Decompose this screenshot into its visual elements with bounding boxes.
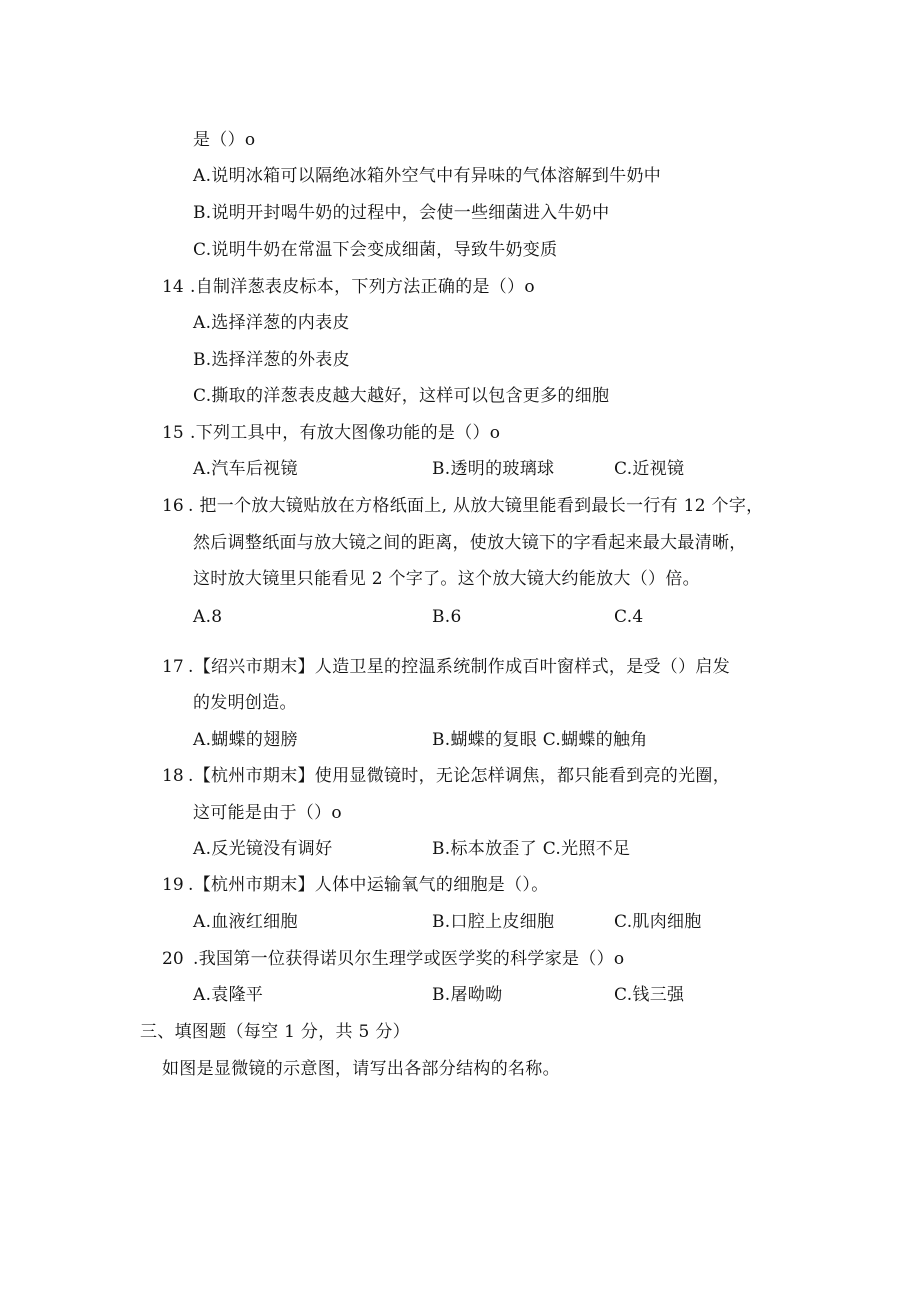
q15-option-c: C.近视镜 [614, 459, 685, 479]
q13-option-c: C.说明牛奶在常温下会变成细菌，导致牛奶变质 [193, 240, 558, 260]
q17-stem-line2: 的发明创造。 [193, 693, 297, 713]
q16-option-a: A.8 [193, 607, 223, 627]
section3-heading: 三、填图题（每空 1 分，共 5 分） [140, 1022, 410, 1042]
q15-stem: .下列工具中，有放大图像功能的是（）o [190, 423, 501, 443]
q13-option-b: B.说明开封喝牛奶的过程中，会使一些细菌进入牛奶中 [193, 203, 610, 223]
q16-stem-line3: 这时放大镜里只能看见 2 个字了。这个放大镜大约能放大（）倍。 [193, 569, 700, 589]
q15-number: 15 [162, 423, 184, 443]
q18-stem-line1: .【杭州市期末】使用显微镜时，无论怎样调焦，都只能看到亮的光圈， [188, 766, 731, 786]
section3-instruction: 如图是显微镜的示意图，请写出各部分结构的名称。 [162, 1059, 560, 1079]
q19-number: 19 [162, 875, 184, 895]
q20-option-a: A.袁隆平 [193, 985, 264, 1005]
q14-option-a: A.选择洋葱的内表皮 [193, 313, 350, 333]
q19-option-a: A.血液红细胞 [193, 912, 298, 932]
q13-stem-continuation: 是（）o [193, 130, 256, 150]
q18-number: 18 [162, 766, 184, 786]
q16-stem-line1: . 把一个放大镜贴放在方格纸面上, 从放大镜里能看到最长一行有 12 个字， [188, 496, 764, 516]
q19-option-c: C.肌肉细胞 [614, 912, 702, 932]
q14-option-b: B.选择洋葱的外表皮 [193, 350, 350, 370]
q20-option-b: B.屠呦呦 [432, 985, 503, 1005]
q19-stem: .【杭州市期末】人体中运输氧气的细胞是（）。 [188, 875, 549, 895]
q13-option-a: A.说明冰箱可以隔绝冰箱外空气中有异味的气体溶解到牛奶中 [193, 166, 662, 186]
q16-option-b: B.6 [432, 607, 462, 627]
q18-option-bc: B.标本放歪了 C.光照不足 [432, 839, 631, 859]
q15-option-b: B.透明的玻璃球 [432, 459, 555, 479]
q15-option-a: A.汽车后视镜 [193, 459, 298, 479]
q14-option-c: C.撕取的洋葱表皮越大越好，这样可以包含更多的细胞 [193, 386, 610, 406]
q20-stem: .我国第一位获得诺贝尔生理学或医学奖的科学家是（）o [193, 949, 625, 969]
q14-stem: .自制洋葱表皮标本，下列方法正确的是（）o [190, 277, 535, 297]
q17-number: 17 [162, 657, 184, 677]
q18-stem-line2: 这可能是由于（）o [193, 803, 342, 823]
q16-option-c: C.4 [614, 607, 644, 627]
q17-stem-line1: .【绍兴市期末】人造卫星的控温系统制作成百叶窗样式，是受（）启发 [188, 657, 731, 677]
q17-option-bc: B.蝴蝶的复眼 C.蝴蝶的触角 [432, 730, 648, 750]
q20-number: 20 [162, 949, 184, 969]
q19-option-b: B.口腔上皮细胞 [432, 912, 555, 932]
q16-stem-line2: 然后调整纸面与放大镜之间的距离，使放大镜下的字看起来最大最清晰， [193, 533, 747, 553]
q16-number: 16 [162, 496, 184, 516]
q18-option-a: A.反光镜没有调好 [193, 839, 333, 859]
q14-number: 14 [162, 277, 184, 297]
q20-option-c: C.钱三强 [614, 985, 685, 1005]
q17-option-a: A.蝴蝶的翅膀 [193, 730, 298, 750]
